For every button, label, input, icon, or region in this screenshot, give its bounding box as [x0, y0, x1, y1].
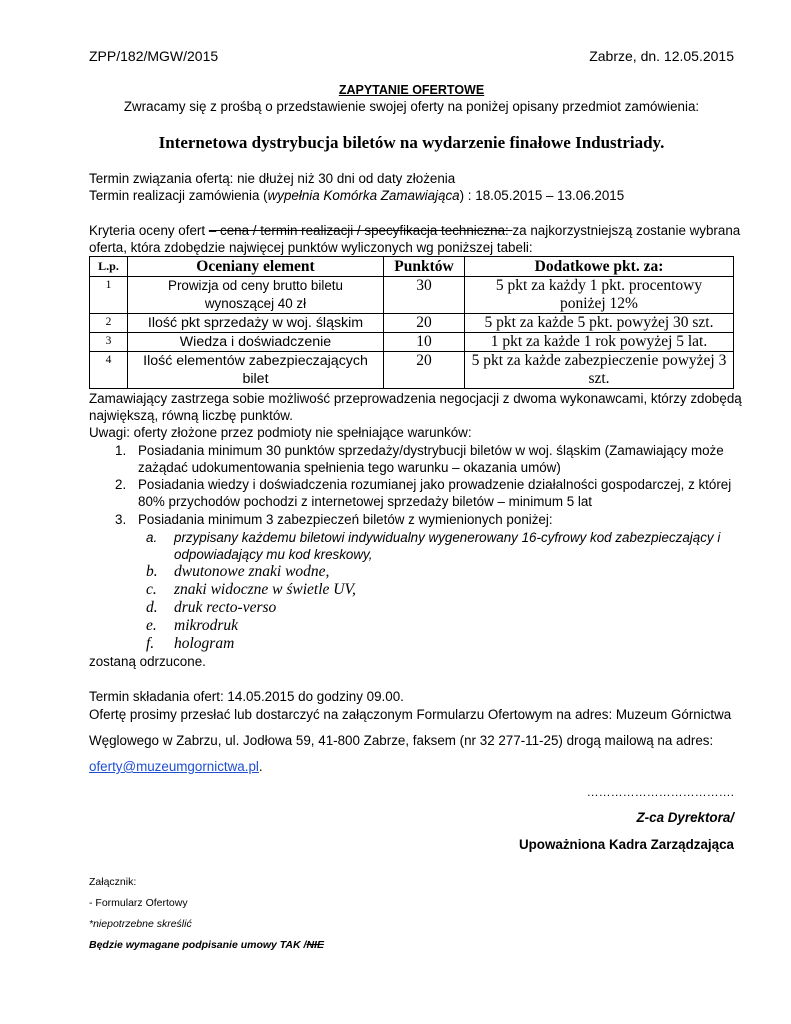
row-lp: 2 [90, 314, 128, 333]
submission-address-line2: Węglowego w Zabrzu, ul. Jodłowa 59, 41-800 Zabrze, faksem (nr 32 277-11-25) drogą mailową na adres: [89, 733, 714, 748]
submission-email-line: oferty@muzeumgornictwa.pl. [89, 759, 263, 774]
row-bonus: 5 pkt za każdy 1 pkt. procentowy poniżej 12% [465, 277, 734, 314]
criteria-table [89, 256, 734, 389]
row-lp: 1 [90, 277, 128, 314]
row-element: Ilość pkt sprzedaży w woj. śląskim [128, 314, 384, 333]
criteria-intro-line2: oferta, która zdobędzie najwięcej punktów wyliczonych wg poniższej tabeli: [89, 240, 533, 255]
email-link[interactable]: oferty@muzeumgornictwa.pl [89, 759, 259, 774]
security-letter: a. [146, 530, 158, 545]
row-element: Prowizja od ceny brutto biletu wynoszącej 40 zł [128, 277, 384, 314]
document-title: ZAPYTANIE OFERTOWE [338, 83, 485, 97]
intro-text: Zwracamy się z prośbą o przedstawienie swojej oferty na poniżej opisany przedmiot zamówienia: [123, 99, 700, 114]
row-points: 10 [384, 333, 465, 352]
condition-number: 2. [115, 477, 127, 492]
condition-text: Posiadania minimum 30 punktów sprzedaży/dystrybucji biletów w woj. śląskim (Zamawiający może [138, 443, 724, 458]
order-subject: Internetowa dystrybucja biletów na wydarzenie finałowe Industriady. [158, 133, 665, 152]
security-item: znaki widoczne w świetle UV, [174, 581, 356, 598]
submission-address: Ofertę prosimy przesłać lub dostarczyć na załączonym Formularzu Ofertowym na adres: Muzeum Górnictwa [89, 707, 732, 722]
binding-term: Termin związania ofertą: nie dłużej niż 30 dni od daty złożenia [89, 171, 456, 186]
security-item: przypisany każdemu biletowi indywidualny wygenerowany 16-cyfrowy kod zabezpieczający i [174, 530, 721, 545]
security-letter: b. [146, 563, 158, 580]
security-item-cont: odpowiadający mu kod kreskowy, [174, 547, 373, 562]
security-item: mikrodruk [174, 617, 238, 634]
row-element: Ilość elementów zabezpieczających bilet [128, 352, 384, 389]
signatory-role: Z-ca Dyrektora/ [636, 810, 734, 825]
security-item: dwutonowe znaki wodne, [174, 563, 330, 580]
realization-term: Termin realizacji zamówienia (wypełnia Komórka Zamawiająca) : 18.05.2015 – 13.06.2015 [89, 188, 625, 203]
col-header-bonus: Dodatkowe pkt. za: [465, 257, 734, 277]
attachment-item: - Formularz Ofertowy [89, 897, 188, 909]
row-points: 30 [384, 277, 465, 314]
table-row [90, 277, 734, 314]
condition-number: 3. [115, 512, 127, 527]
row-bonus: 5 pkt za każde zabezpieczenie powyżej 3 szt. [465, 352, 734, 389]
row-points: 20 [384, 352, 465, 389]
security-letter: f. [146, 635, 155, 652]
row-bonus: 5 pkt za każde 5 pkt. powyżej 30 szt. [465, 314, 734, 333]
security-letter: e. [146, 617, 157, 634]
condition-text: Posiadania minimum 3 zabezpieczeń biletów z wymienionych poniżej: [138, 512, 553, 527]
security-letter: c. [146, 581, 157, 598]
row-element: Wiedza i doświadczenie [128, 333, 384, 352]
signature-line: ………………………………. [586, 785, 734, 799]
row-lp: 4 [90, 352, 128, 389]
table-row [90, 352, 734, 389]
remarks-intro: Uwagi: oferty złożone przez podmioty nie spełniające warunków: [89, 425, 472, 440]
row-points: 20 [384, 314, 465, 333]
col-header-lp: L.p. [90, 257, 128, 277]
table-header-row [90, 257, 734, 277]
row-bonus: 1 pkt za każde 1 rok powyżej 5 lat. [465, 333, 734, 352]
table-row [90, 314, 734, 333]
condition-number: 1. [115, 443, 127, 458]
negotiation-clause: Zamawiający zastrzega sobie możliwość przeprowadzenia negocjacji z dwoma wykonawcami, którzy zdobędą [89, 391, 742, 406]
remarks-outro: zostaną odrzucone. [89, 654, 206, 669]
table-row [90, 333, 734, 352]
submission-deadline: Termin składania ofert: 14.05.2015 do godziny 09.00. [89, 689, 404, 704]
col-header-element: Oceniany element [128, 257, 384, 277]
security-letter: d. [146, 599, 158, 616]
footnote: *niepotrzebne skreślić [89, 918, 192, 930]
contract-note: Będzie wymagane podpisanie umowy TAK /NIE [89, 939, 324, 951]
security-item: hologram [174, 635, 235, 652]
condition-text-cont: zażądać udokumentowania spełnienia tego warunku – okazania umów) [138, 460, 561, 475]
criteria-intro: Kryteria oceny ofert – cena / termin realizacji / specyfikacja techniczna: za najkorzystniejszą zostanie wybrana [89, 223, 741, 238]
condition-text: Posiadania wiedzy i doświadczenia rozumianej jako prowadzenie działalności gospodarczej, z której [138, 477, 732, 492]
col-header-points: Punktów [384, 257, 465, 277]
attachment-label: Załącznik: [89, 876, 137, 888]
condition-text-cont: 80% przychodów pochodzi z internetowej sprzedaży biletów – minimum 5 lat [138, 494, 593, 509]
security-item: druk recto-verso [174, 599, 277, 616]
place-date: Zabrze, dn. 12.05.2015 [589, 48, 734, 64]
row-lp: 3 [90, 333, 128, 352]
negotiation-clause-line2: największą, równą liczbę punktów. [89, 408, 293, 423]
signatory-dept: Upoważniona Kadra Zarządzająca [518, 837, 734, 852]
reference-number: ZPP/182/MGW/2015 [89, 48, 219, 64]
